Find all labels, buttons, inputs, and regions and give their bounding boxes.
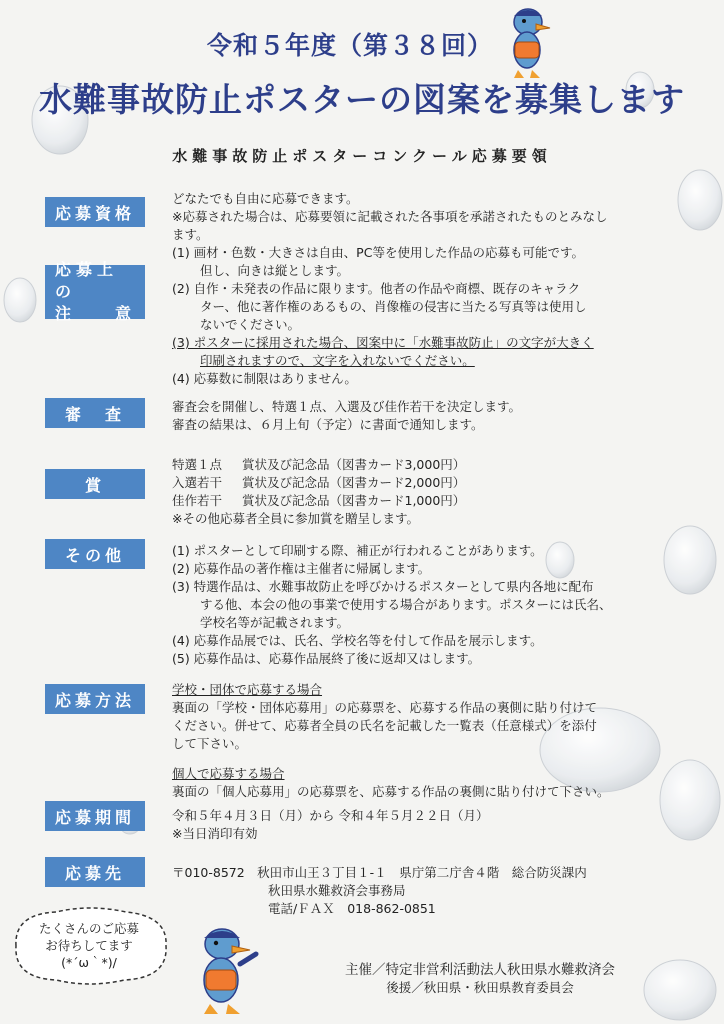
speech-bubble-text: [14, 920, 164, 971]
text-line: 秋田県水難救済会事務局: [268, 883, 406, 898]
text-line: 審査会を開催し、特選１点、入選及び佳作若干を決定します。: [172, 399, 522, 414]
section-qualification: [172, 190, 692, 244]
text-line: (1) 画材・色数・大きさは自由、PC等を使用した作品の応募も可能です。: [172, 245, 584, 260]
section-label-qualification: 応募資格: [45, 197, 145, 227]
prize-desc: 賞状及び記念品（図書カード1,000円）: [242, 493, 466, 508]
subheading-individual: 個人で応募する場合: [172, 766, 285, 781]
prize-row: [172, 492, 692, 510]
label-char: 意: [114, 304, 135, 323]
text-line: ※当日消印有効: [172, 826, 258, 841]
prize-name: 入選若干: [172, 475, 223, 490]
text-line: ください。併せて、応募者全員の氏名を記載した一覧表（任意様式）を添付: [172, 718, 597, 733]
bubble-line: お待ちしてます: [45, 938, 133, 953]
organizer-line: 主催／特定非営利活動法人秋田県水難救済会: [345, 962, 615, 978]
text-line: ※その他応募者全員に参加賞を贈呈します。: [172, 511, 419, 526]
section-label-period: 応募期間: [45, 801, 145, 831]
prize-desc: 賞状及び記念品（図書カード3,000円）: [242, 457, 466, 472]
section-method: [172, 681, 692, 801]
supporters-line: 後援／秋田県・秋田県教育委員会: [386, 980, 574, 995]
section-judging: [172, 398, 692, 434]
text-line: ないでください。: [200, 317, 301, 332]
label-char: 注: [55, 304, 76, 323]
text-line: 裏面の「個人応募用」の応募票を、応募する作品の裏側に貼り付けて下さい。: [172, 784, 610, 799]
subheading-group: 学校・団体で応募する場合: [172, 682, 323, 697]
text-line: 〒010-8572 秋田市山王３丁目１-１ 県庁第二庁舎４階 総合防災課内: [172, 865, 587, 880]
section-period: [172, 807, 692, 843]
text-line: どなたでも自由に応募できます。: [172, 191, 359, 206]
text-line: 学校名等が記載されます。: [200, 615, 350, 630]
mascot-bird-icon: [184, 924, 260, 1016]
text-line: (2) 応募作品の著作権は主催者に帰属します。: [172, 561, 431, 576]
section-label-prizes: 賞: [45, 469, 145, 499]
text-line: (4) 応募作品展では、氏名、学校名等を付して作品を展示します。: [172, 633, 543, 648]
prize-name: 佳作若干: [172, 493, 223, 508]
text-line: (2) 自作・未発表の作品に限ります。他者の作品や商標、既存のキャラク: [172, 281, 581, 296]
text-line: する他、本会の他の事業で使用する場合があります。ポスターには氏名、: [200, 597, 612, 612]
text-line: 裏面の「学校・団体応募用」の応募票を、応募する作品の裏側に貼り付けて: [172, 700, 598, 715]
text-line: ター、他に著作権のあるもの、肖像権の侵害に当たる写真等は使用し: [200, 299, 587, 314]
section-notes: [172, 244, 692, 388]
text-line: 但し、向きは縦とします。: [200, 263, 350, 278]
bubble-line: (*´ω｀*)/: [61, 955, 117, 970]
section-label-destination: 応募先: [45, 857, 145, 887]
section-label-method: 応募方法: [45, 684, 145, 714]
prize-row: [172, 456, 692, 474]
text-line: (4) 応募数に制限はありません。: [172, 371, 357, 386]
section-label-notes: [45, 260, 145, 323]
section-other: [172, 542, 692, 668]
section-label-other: その他: [45, 539, 145, 569]
section-prizes: [172, 456, 692, 528]
poster-subheading: 令和５年度（第３８回）: [206, 31, 493, 60]
label-line: [55, 303, 135, 325]
text-line: 電話/ＦＡＸ 018-862-0851: [268, 901, 436, 916]
guidelines-heading: 水難事故防止ポスターコンクール応募要領: [172, 147, 552, 165]
text-line: して下さい。: [172, 736, 248, 751]
bubble-line: たくさんのご応募: [38, 921, 139, 936]
text-line: (1) ポスターとして印刷する際、補正が行われることがあります。: [172, 543, 543, 558]
text-line: 審査の結果は、６月上旬（予定）に書面で通知します。: [172, 417, 484, 432]
section-destination: [172, 864, 692, 918]
text-line: ※応募された場合は、応募要領に記載された各事項を承諾されたものとみなし: [172, 209, 608, 224]
text-line: 令和５年４月３日（月）から 令和４年５月２２日（月）: [172, 808, 489, 823]
prize-desc: 賞状及び記念品（図書カード2,000円）: [242, 475, 466, 490]
section-label-judging: 審 査: [45, 398, 145, 428]
text-line: (3) ポスターに採用された場合、図案中に「水難事故防止」の文字が大きく: [172, 335, 594, 350]
label-line: 応募上の: [55, 260, 119, 301]
text-line: 印刷されますので、文字を入れないでください。: [200, 353, 475, 368]
prize-row: [172, 474, 692, 492]
text-line: ます。: [172, 227, 209, 242]
prize-name: 特選１点: [172, 457, 223, 472]
poster-title: 水難事故防止ポスターの図案を募集します: [39, 80, 685, 119]
text-line: (5) 応募作品は、応募作品展終了後に返却又はします。: [172, 651, 481, 666]
text-line: (3) 特選作品は、水難事故防止を呼びかけるポスターとして県内各地に配布: [172, 579, 594, 594]
